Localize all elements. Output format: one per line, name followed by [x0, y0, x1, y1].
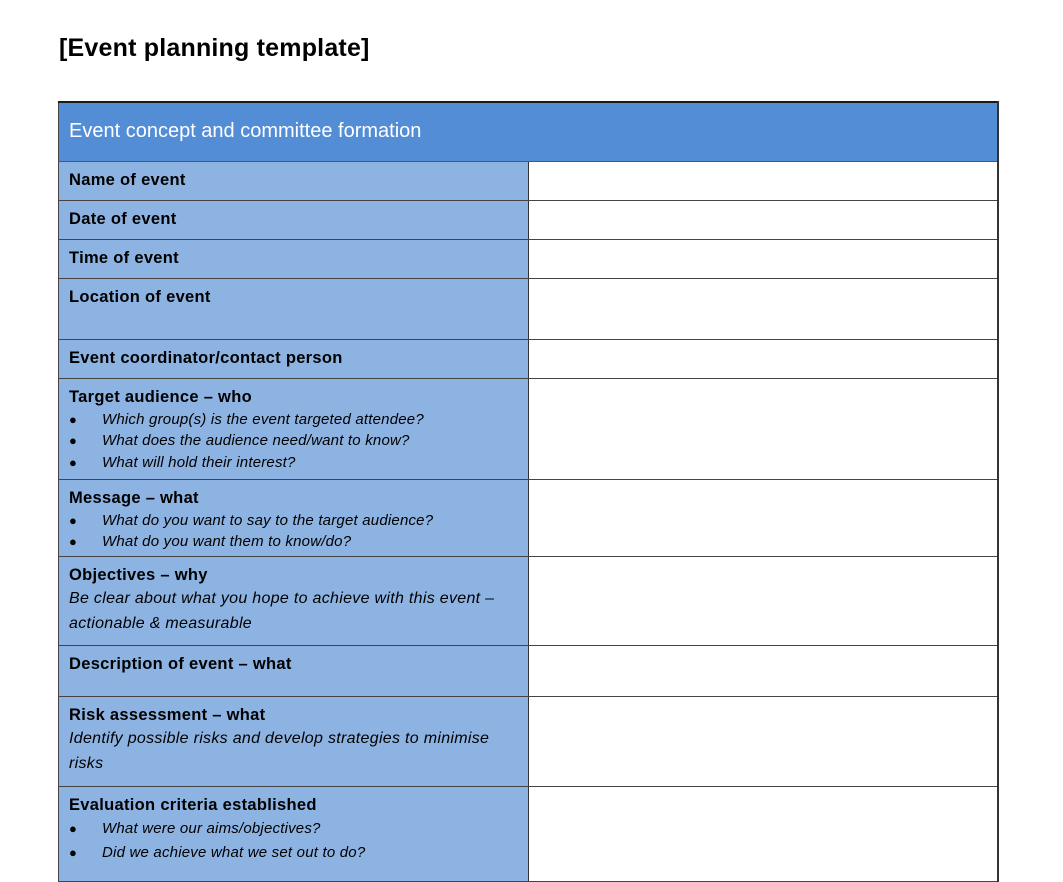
- location-of-event-label: Location of event: [69, 287, 211, 306]
- date-of-event-label: Date of event: [69, 209, 177, 228]
- name-of-event-field[interactable]: [528, 161, 998, 200]
- table-row: [59, 786, 999, 881]
- time-of-event-field[interactable]: [528, 239, 998, 278]
- table-row: [59, 278, 999, 339]
- table-row: [59, 696, 999, 786]
- row-label-cell: [59, 161, 529, 200]
- row-label-cell: [59, 645, 529, 696]
- row-label-cell: [59, 479, 529, 556]
- evaluation-criteria-label: Evaluation criteria established: [69, 795, 317, 814]
- table-row: [59, 556, 999, 645]
- evaluation-criteria-field[interactable]: [528, 786, 998, 881]
- bullet-text: Which group(s) is the event targeted attendee?: [102, 410, 424, 428]
- list-item: [69, 510, 520, 532]
- target-audience-bullets: [69, 409, 520, 474]
- bullet-text: What will hold their interest?: [102, 453, 296, 471]
- bullet-text: What does the audience need/want to know?: [102, 432, 410, 449]
- risk-assessment-field[interactable]: [528, 696, 998, 786]
- bullet-icon: ●: [69, 820, 78, 836]
- list-item: [69, 817, 520, 841]
- objectives-label: Objectives – why: [69, 565, 208, 584]
- message-bullets: [69, 510, 520, 553]
- list-item: [69, 531, 520, 553]
- event-coordinator-field[interactable]: [528, 339, 998, 378]
- row-label-cell: [59, 278, 529, 339]
- section-header-row: [59, 102, 999, 161]
- bullet-text: What do you want them to know/do?: [102, 533, 352, 550]
- target-audience-field[interactable]: [528, 378, 998, 479]
- table-row: [59, 645, 999, 696]
- table-row: [59, 479, 999, 556]
- message-field[interactable]: [528, 479, 998, 556]
- table-row: [59, 161, 999, 200]
- table-row: [59, 239, 999, 278]
- objectives-field[interactable]: [528, 556, 998, 645]
- list-item: [69, 409, 520, 431]
- message-label: Message – what: [69, 488, 199, 507]
- bullet-icon: ●: [69, 512, 78, 528]
- risk-assessment-label: Risk assessment – what: [69, 705, 266, 724]
- table-row: [59, 378, 999, 479]
- bullet-text: What were our aims/objectives?: [102, 819, 321, 837]
- list-item: [69, 841, 520, 865]
- table-row: [59, 339, 999, 378]
- location-of-event-field[interactable]: [528, 278, 998, 339]
- target-audience-label: Target audience – who: [69, 387, 252, 406]
- row-label-cell: [59, 200, 529, 239]
- row-label-cell: [59, 696, 529, 786]
- bullet-icon: ●: [69, 534, 78, 549]
- event-coordinator-label: Event coordinator/contact person: [69, 348, 343, 367]
- objectives-description: Be clear about what you hope to achieve with this event – actionable & measurable: [69, 589, 495, 632]
- list-item: [69, 452, 520, 474]
- row-label-cell: [59, 556, 529, 645]
- evaluation-criteria-bullets: [69, 817, 520, 865]
- time-of-event-label: Time of event: [69, 248, 179, 267]
- row-label-cell: [59, 239, 529, 278]
- bullet-icon: ●: [69, 454, 78, 470]
- risk-assessment-description: Identify possible risks and develop strategies to minimise risks: [69, 729, 490, 772]
- section-header: Event concept and committee formation: [59, 102, 999, 161]
- description-of-event-field[interactable]: [528, 645, 998, 696]
- list-item: [69, 430, 520, 452]
- bullet-icon: ●: [69, 433, 78, 448]
- date-of-event-field[interactable]: [528, 200, 998, 239]
- event-planning-table: [58, 101, 999, 882]
- bullet-icon: ●: [69, 411, 78, 427]
- row-label-cell: [59, 786, 529, 881]
- table-row: [59, 200, 999, 239]
- bullet-text: Did we achieve what we set out to do?: [102, 843, 366, 861]
- document-title: [Event planning template]: [59, 34, 370, 62]
- name-of-event-label: Name of event: [69, 170, 186, 189]
- row-label-cell: [59, 378, 529, 479]
- bullet-icon: ●: [69, 844, 78, 860]
- bullet-text: What do you want to say to the target audience?: [102, 511, 434, 529]
- description-of-event-label: Description of event – what: [69, 654, 292, 673]
- row-label-cell: [59, 339, 529, 378]
